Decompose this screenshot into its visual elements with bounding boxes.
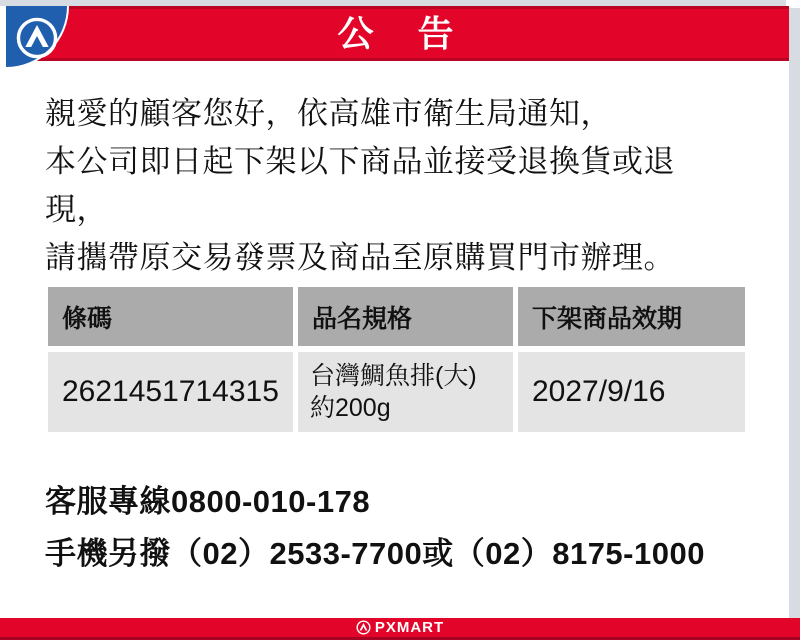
table-header-expiry-label: 下架商品效期 [532,304,683,333]
recall-table [48,287,745,432]
notice-line-1: 親愛的顧客您好，依高雄市衛生局通知， [45,96,612,131]
product-name-line2: 約200g [310,394,391,422]
announcement-banner [6,6,789,61]
contact-info [45,476,705,580]
notice-line-2: 本公司即日起下架以下商品並接受退換貨或退現， [45,144,675,227]
product-name-line1: 台灣鯛魚排(大) [310,361,477,390]
pxmart-logo-icon [15,16,59,60]
table-cell-expiry [518,352,745,432]
table-header-product [298,287,513,346]
footer-brand-text: PXMART [374,619,445,636]
mobile-dial-numbers: 手機另撥（02）2533-7700或（02）8175-1000 [45,536,705,571]
expiry-value: 2027/9/16 [532,375,666,408]
notice-text [45,90,730,282]
frame-right-border [789,8,800,618]
table-header-barcode-label: 條碼 [62,304,113,333]
notice-line-3: 請攜帶原交易發票及商品至原購買門市辦理。 [45,240,675,275]
table-cell-product [298,352,513,432]
table-header-barcode [48,287,293,346]
table-header-product-label: 品名規格 [312,304,413,333]
pxmart-footer-logo-icon [356,620,371,635]
barcode-value: 2621451714315 [62,375,279,408]
table-header-expiry [518,287,745,346]
service-hotline: 客服專線0800-010-178 [45,484,371,519]
footer-bar [0,618,800,640]
table-cell-barcode [48,352,293,432]
banner-title: 公 告 [337,12,458,54]
logo-corner-blue [6,6,67,67]
